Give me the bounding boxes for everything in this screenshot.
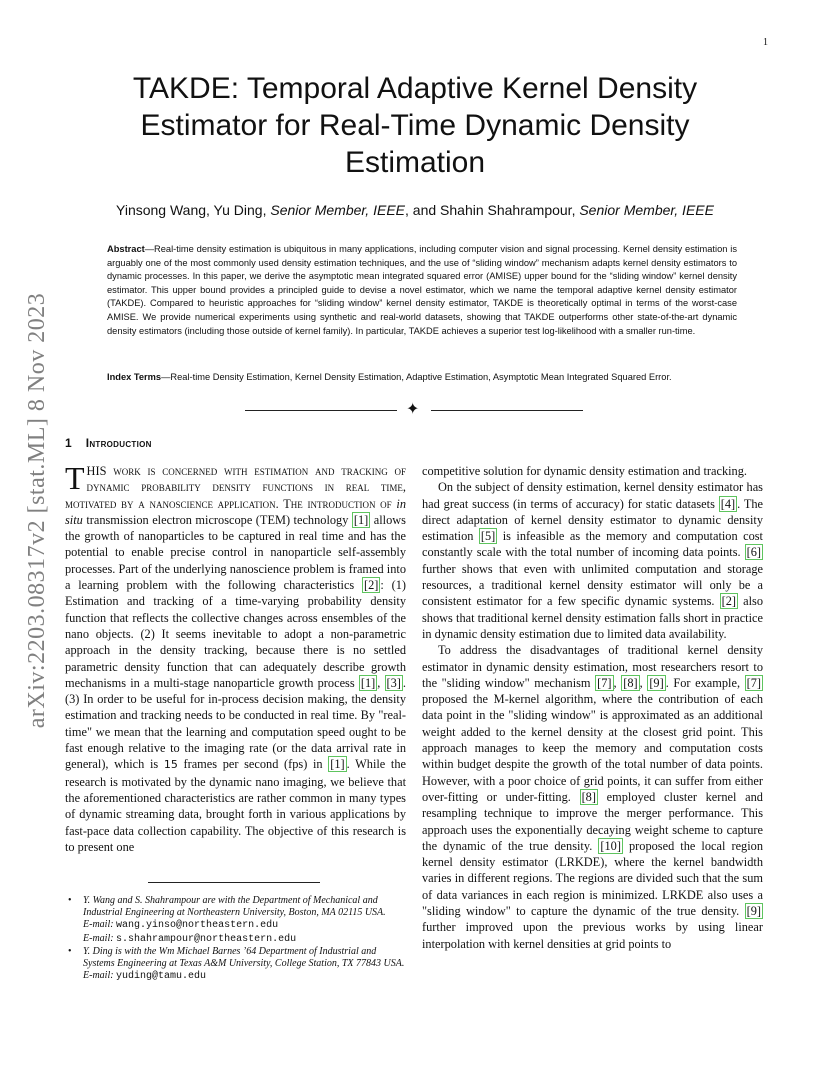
footnote-affiliation-2: • Y. Ding is with the Wm Michael Barnes ’64 Department of Industrial and Systems Engineering at Texas A&M University, College Station, TX 77843 USA. E-mail: yuding@tamu.edu bbox=[68, 945, 405, 983]
left-column bbox=[65, 460, 407, 855]
email-link[interactable]: s.shahrampour@northeastern.edu bbox=[116, 933, 297, 945]
arxiv-sidebar bbox=[16, 280, 60, 740]
author-role-2: Senior Member, IEEE bbox=[579, 202, 714, 218]
index-terms-text: —Real-time Density Estimation, Kernel Density Estimation, Adaptive Estimation, Asymptotic Mean Integrated Squared Error. bbox=[161, 372, 672, 382]
citation-link[interactable]: [5] bbox=[480, 529, 496, 544]
citation-link[interactable]: [8] bbox=[623, 675, 638, 690]
citation-link[interactable]: [8] bbox=[581, 789, 596, 804]
right-column bbox=[422, 463, 763, 952]
bullet-icon: • bbox=[68, 895, 72, 906]
section-divider bbox=[245, 402, 583, 420]
citation-link[interactable]: [4] bbox=[720, 496, 736, 511]
footnote-rule bbox=[148, 882, 320, 883]
page-number: 1 bbox=[763, 37, 768, 48]
citation-link[interactable]: [2] bbox=[364, 578, 379, 593]
index-terms bbox=[107, 372, 747, 382]
citation-link[interactable]: [1] bbox=[353, 512, 369, 527]
intro-paragraph-1: THIS work is concerned with estimation and tracking of dynamic probability density functions in real time, motivated by a nanoscience application. The introduction of in situ transmission electron microscope (TEM) technology [1] allows the growth of nanoparticles to be captured in real time and has the potential to enable precise control in nanoparticle self-assembly processes. Part of the underlying nanoscience problem is framed into a learning problem with the following characteristics [2] : (1) Estimation and tracking of a time-varying probability density function that reflects the collective changes across ensembles of the nano objects. (2) It seems inevitable to adopt a non-parametric approach in the density tracking, because there is no settled parametric density function that can adequately describe growth mechanisms in a multi-stage nanoparticle growth process [1] , [3] . (3) In order to be useful for in-process decision making, the density estimation and tracking needs to be conducted in real time. By "real-time" we mean that the learning and computation speed ought to be fast enough relative to the imaging rate (or the data arrival rate in general), which is 15 frames per second (fps) in [1] . While the research is motivated by the dynamic nano imaging, we believe that the aforementioned characteristics are rather common in many types of dynamic streaming data, brought forth in various applications by fast-pace data collection capability. The objective of this research is to present one bbox=[65, 460, 407, 854]
intro-paragraph-2: On the subject of density estimation, kernel density estimator has had great success (in terms of accuracy) for static datasets [4] . The direct adaptation of kernel density estimator to dynamic density estimation [5] is infeasible as the memory and computation cost constantly scale with the total number of incoming data points. [6] further shows that even with unlimited computation and storage resources, a traditional kernel density estimator will only be a consistent estimator for a few specific dynamic systems. [2] also shows that traditional kernel density estimation falls short in practice in dynamic density estimation due to limited data availability. bbox=[422, 480, 764, 641]
citation-link[interactable]: [3] bbox=[386, 675, 401, 690]
divider-line-right bbox=[431, 410, 583, 411]
citation-link[interactable]: [7] bbox=[597, 675, 612, 690]
email-link[interactable]: yuding@tamu.edu bbox=[116, 971, 207, 983]
citation-link[interactable]: [2] bbox=[721, 594, 736, 609]
intro-paragraph-1-cont: competitive solution for dynamic density estimation and tracking. bbox=[422, 464, 747, 478]
bullet-icon: • bbox=[68, 945, 72, 957]
author-role-1: Senior Member, IEEE bbox=[270, 202, 405, 218]
abstract bbox=[107, 243, 737, 338]
citation-link[interactable]: [6] bbox=[746, 545, 761, 560]
citation-link[interactable]: [10] bbox=[600, 838, 621, 853]
section-number: 1 bbox=[65, 436, 72, 450]
footnotes bbox=[65, 895, 406, 983]
email-link[interactable]: wang.yinso@northeastern.edu bbox=[116, 920, 279, 932]
footnote-affiliation-1: • Y. Wang and S. Shahrampour are with the Department of Mechanical and Industrial Engineering at Northeastern University, Boston, MA 02115 USA. E-mail: wang.yinso@northeastern.edu E-mail: s.shahrampour@northeastern.edu bbox=[68, 895, 386, 945]
paper-title: TAKDE: Temporal Adaptive Kernel Density Estimator for Real-Time Dynamic Density Estimation bbox=[132, 72, 698, 179]
section-heading bbox=[65, 436, 152, 450]
citation-link[interactable]: [1] bbox=[330, 757, 345, 772]
citation-link[interactable]: [9] bbox=[746, 904, 761, 919]
citation-link[interactable]: [9] bbox=[649, 675, 664, 690]
drop-cap: T bbox=[65, 460, 85, 496]
section-title: Introduction bbox=[85, 436, 152, 450]
arxiv-identifier: arXiv:2203.08317v2 [stat.ML] 8 Nov 2023 bbox=[24, 292, 51, 728]
author-names-2: , and Shahin Shahrampour, bbox=[405, 202, 580, 218]
abstract-label: Abstract bbox=[107, 244, 145, 254]
divider-star-icon: ✦ bbox=[406, 401, 420, 418]
author-names-1: Yinsong Wang, Yu Ding, bbox=[116, 202, 271, 218]
citation-link[interactable]: [1] bbox=[360, 675, 376, 690]
author-line bbox=[70, 202, 760, 218]
intro-paragraph-3: To address the disadvantages of traditional kernel density estimator in dynamic density estimation, most researchers resort to the "sliding window" mechanism [7] , [8] , [9] . For example, [7] proposed the M-kernel algorithm, where the contribution of each data point in the "sliding window" is approximated as an additional weight added to the kernel density at the closest grid point. This approach manages to keep the memory and computation costs within budget despite the growth of the total number of data points. However, with a poor choice of grid points, it can suffer from either over-fitting or under-fitting. [8] employed cluster kernel and resampling technique to improve the merger performance. This approach uses the exponentially decaying weight scheme to capture the dynamic of the true density. [10] proposed the local region kernel density estimator (LRKDE), where the kernel bandwidth varies in different regions. The regions are divided such that the sum of data variances in each region is minimized. LRKDE also uses a "sliding window" to capture the dynamic of the true density. [9] further improved upon the previous works by using linear interpolation with kernel densities at grid points to bbox=[422, 643, 763, 951]
citation-link[interactable]: [7] bbox=[746, 675, 762, 690]
divider-line-left bbox=[245, 410, 397, 411]
abstract-text: —Real-time density estimation is ubiquitous in many applications, including computer vision and signal processing. Kernel density estimation is arguably one of the most commonly used density estimation techniques, and the use of “sliding window” mechanism adapts kernel density estimators to dynamic processes. In this paper, we derive the asymptotic mean integrated squared error (AMISE) upper bound for the “sliding window” kernel density estimator. This upper bound provides a principled guide to devise a novel estimator, which we name the temporal adaptive kernel density estimator (TAKDE). Compared to heuristic approaches for “sliding window” kernel density estimator, TAKDE is theoretically optimal in terms of the worst-case AMISE. We provide numerical experiments using synthetic and real-world datasets, showing that TAKDE outperforms other state-of-the-art dynamic density estimators (including those outside of kernel family). In particular, TAKDE achieves a superior test log-likelihood with a smaller run-time. bbox=[107, 244, 737, 336]
index-terms-label: Index Terms bbox=[107, 372, 162, 382]
